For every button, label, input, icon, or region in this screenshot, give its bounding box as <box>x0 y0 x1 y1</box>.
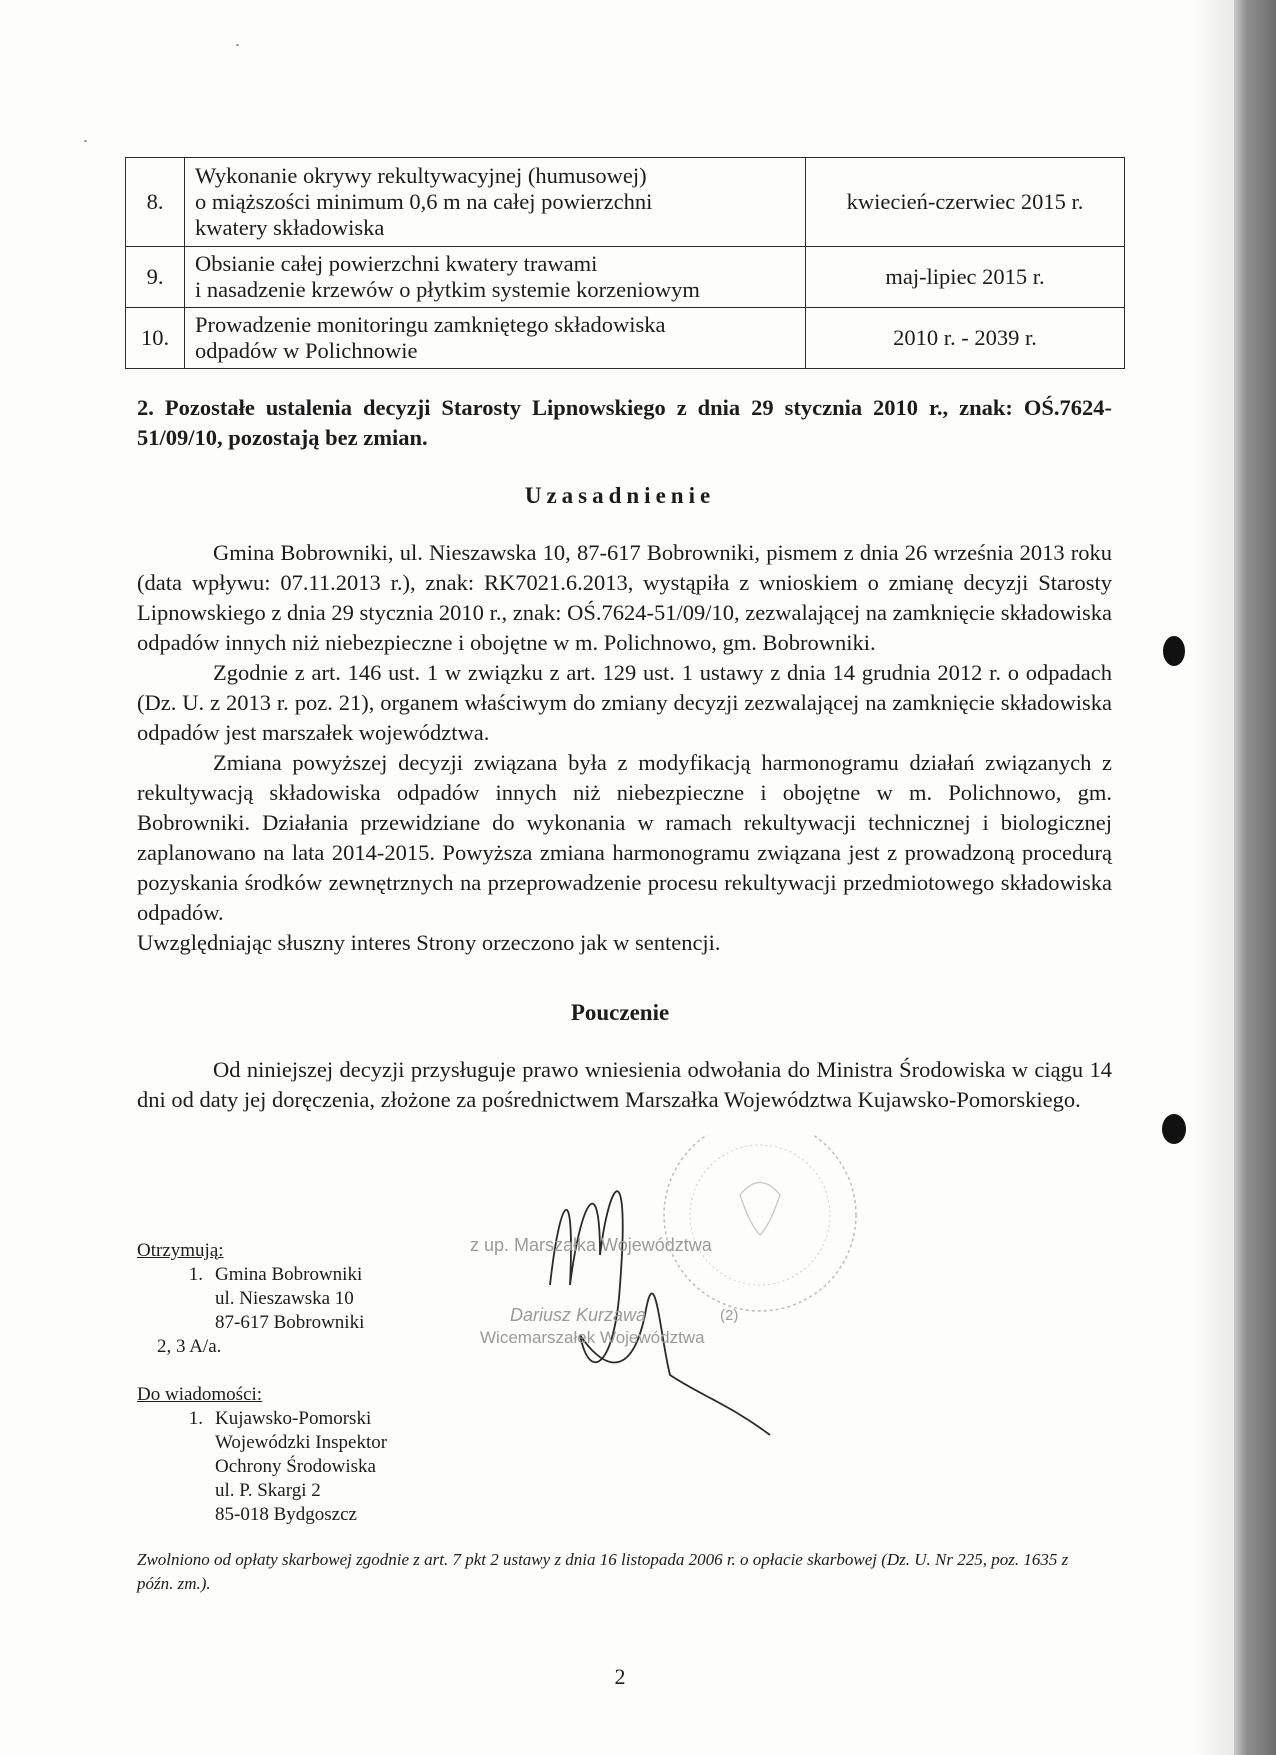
point-2-paragraph: 2. Pozostałe ustalenia decyzji Starosty Lipnowskiego z dnia 29 stycznia 2010 r., znak: OŚ.7624-51/09/10, pozostają bez zmian. <box>137 395 1112 450</box>
uzasadnienie-heading: Uzasadnienie <box>524 483 716 508</box>
cc-label: Do wiadomości: <box>137 1384 263 1405</box>
row-date: kwiecień-czerwiec 2015 r. <box>806 158 1125 247</box>
recipient-copies: 2, 3 A/a. <box>157 1336 222 1357</box>
recipient-line: Gmina Bobrowniki <box>215 1264 363 1285</box>
item-number: 1. <box>188 1264 203 1285</box>
row-description: Obsianie całej powierzchni kwatery trawami i nasadzenie krzewów o płytkim systemie korzeniowym <box>185 247 806 308</box>
signature-stamp <box>470 1135 890 1445</box>
recipient-line: 87-617 Bobrowniki <box>215 1312 365 1333</box>
table-row <box>126 158 1125 247</box>
cc-list <box>137 1383 387 1527</box>
schedule-table <box>125 157 1125 369</box>
cc-line: Kujawsko-Pomorski <box>215 1408 372 1429</box>
scan-shadow <box>1194 0 1234 1755</box>
stamp-line-name: Dariusz Kurzawa <box>510 1305 647 1325</box>
stamp-line-title: Wicemarszałek Województwa <box>480 1328 705 1347</box>
recipients-label: Otrzymują: <box>137 1240 224 1261</box>
list-item <box>137 1407 387 1431</box>
row-date: maj-lipiec 2015 r. <box>806 247 1125 308</box>
scan-speck <box>84 140 87 142</box>
scan-speck <box>236 44 239 46</box>
row-date: 2010 r. - 2039 r. <box>806 308 1125 369</box>
paragraph: Zmiana powyższej decyzji związana była z modyfikacją harmonogramu działań związanych z rekultywacją składowiska odpadów innych niż niebezpieczne i obojętne w m. Polichnowo, gm. Bobrowniki. Działania przewidziane do wykonania w ramach rekultywacji technicznej i biologicznej zaplanowano na lata 2014-2015. Powyższa zmiana harmonogramu związana jest z prowadzoną procedurą pozyskania środków zewnętrznych na przeprowadzenie procesu rekultywacji przedmiotowego składowiska odpadów. <box>137 750 1112 925</box>
punch-hole <box>1162 1114 1186 1144</box>
recipients-list <box>137 1239 364 1359</box>
pouczenie-body <box>137 1055 1112 1115</box>
closing-paragraph: Uwzględniając słuszny interes Strony orzeczono jak w sentencji. <box>137 930 721 955</box>
pouczenie-heading: Pouczenie <box>570 1000 670 1025</box>
row-number: 8. <box>126 158 185 247</box>
paragraph: Gmina Bobrowniki, ul. Nieszawska 10, 87-617 Bobrowniki, pismem z dnia 26 września 2013 roku (data wpływu: 07.11.2013 r.), znak: RK7021.6.2013, wystąpiła z wnioskiem o zmianę decyzji Starosty Lipnowskiego z dnia 29 stycznia 2010 r., znak: OŚ.7624-51/09/10, zezwalającej na zamknięcie składowiska odpadów innych niż niebezpieczne i obojętne w m. Polichnowo, gm. Bobrowniki. <box>137 540 1112 655</box>
cc-line: Ochrony Środowiska <box>215 1456 376 1477</box>
list-item <box>137 1263 364 1287</box>
cc-line: Wojewódzki Inspektor <box>215 1432 388 1453</box>
seal-and-signature <box>470 1135 890 1445</box>
row-description: Prowadzenie monitoringu zamkniętego składowiska odpadów w Polichnowie <box>185 308 806 369</box>
row-description: Wykonanie okrywy rekultywacyjnej (humusowej) o miąższości minimum 0,6 m na całej powierzchni kwatery składowiska <box>185 158 806 247</box>
page-number: 2 <box>614 1664 626 1689</box>
uzasadnienie-body <box>137 538 1112 958</box>
stamp-line-authority: z up. Marszałka Województwa <box>470 1235 712 1255</box>
table-row <box>126 308 1125 369</box>
row-number: 10. <box>126 308 185 369</box>
row-number: 9. <box>126 247 185 308</box>
fee-exemption-note: Zwolniono od opłaty skarbowej zgodnie z art. 7 pkt 2 ustawy z dnia 16 listopada 2006 r. o opłacie skarbowej (Dz. U. Nr 225, poz. 1635 z późn. zm.). <box>137 1550 1069 1593</box>
cc-line: 85-018 Bydgoszcz <box>215 1504 357 1525</box>
punch-hole <box>1163 636 1185 666</box>
recipient-line: ul. Nieszawska 10 <box>215 1288 354 1309</box>
cc-line: ul. P. Skargi 2 <box>215 1480 321 1501</box>
table-row <box>126 247 1125 308</box>
item-number: 1. <box>188 1408 203 1429</box>
paragraph: Zgodnie z art. 146 ust. 1 w związku z art. 129 ust. 1 ustawy z dnia 14 grudnia 2012 r. o odpadach (Dz. U. z 2013 r. poz. 21), organem właściwym do zmiany decyzji zezwalającej na zamknięcie składowiska odpadów jest marszałek województwa. <box>137 660 1112 745</box>
stamp-mark: (2) <box>720 1307 739 1324</box>
paragraph: Od niniejszej decyzji przysługuje prawo wniesienia odwołania do Ministra Środowiska w ciągu 14 dni od daty jej doręczenia, złożone za pośrednictwem Marszałka Województwa Kujawsko-Pomorskiego. <box>137 1057 1112 1112</box>
scan-edge <box>1234 0 1276 1755</box>
